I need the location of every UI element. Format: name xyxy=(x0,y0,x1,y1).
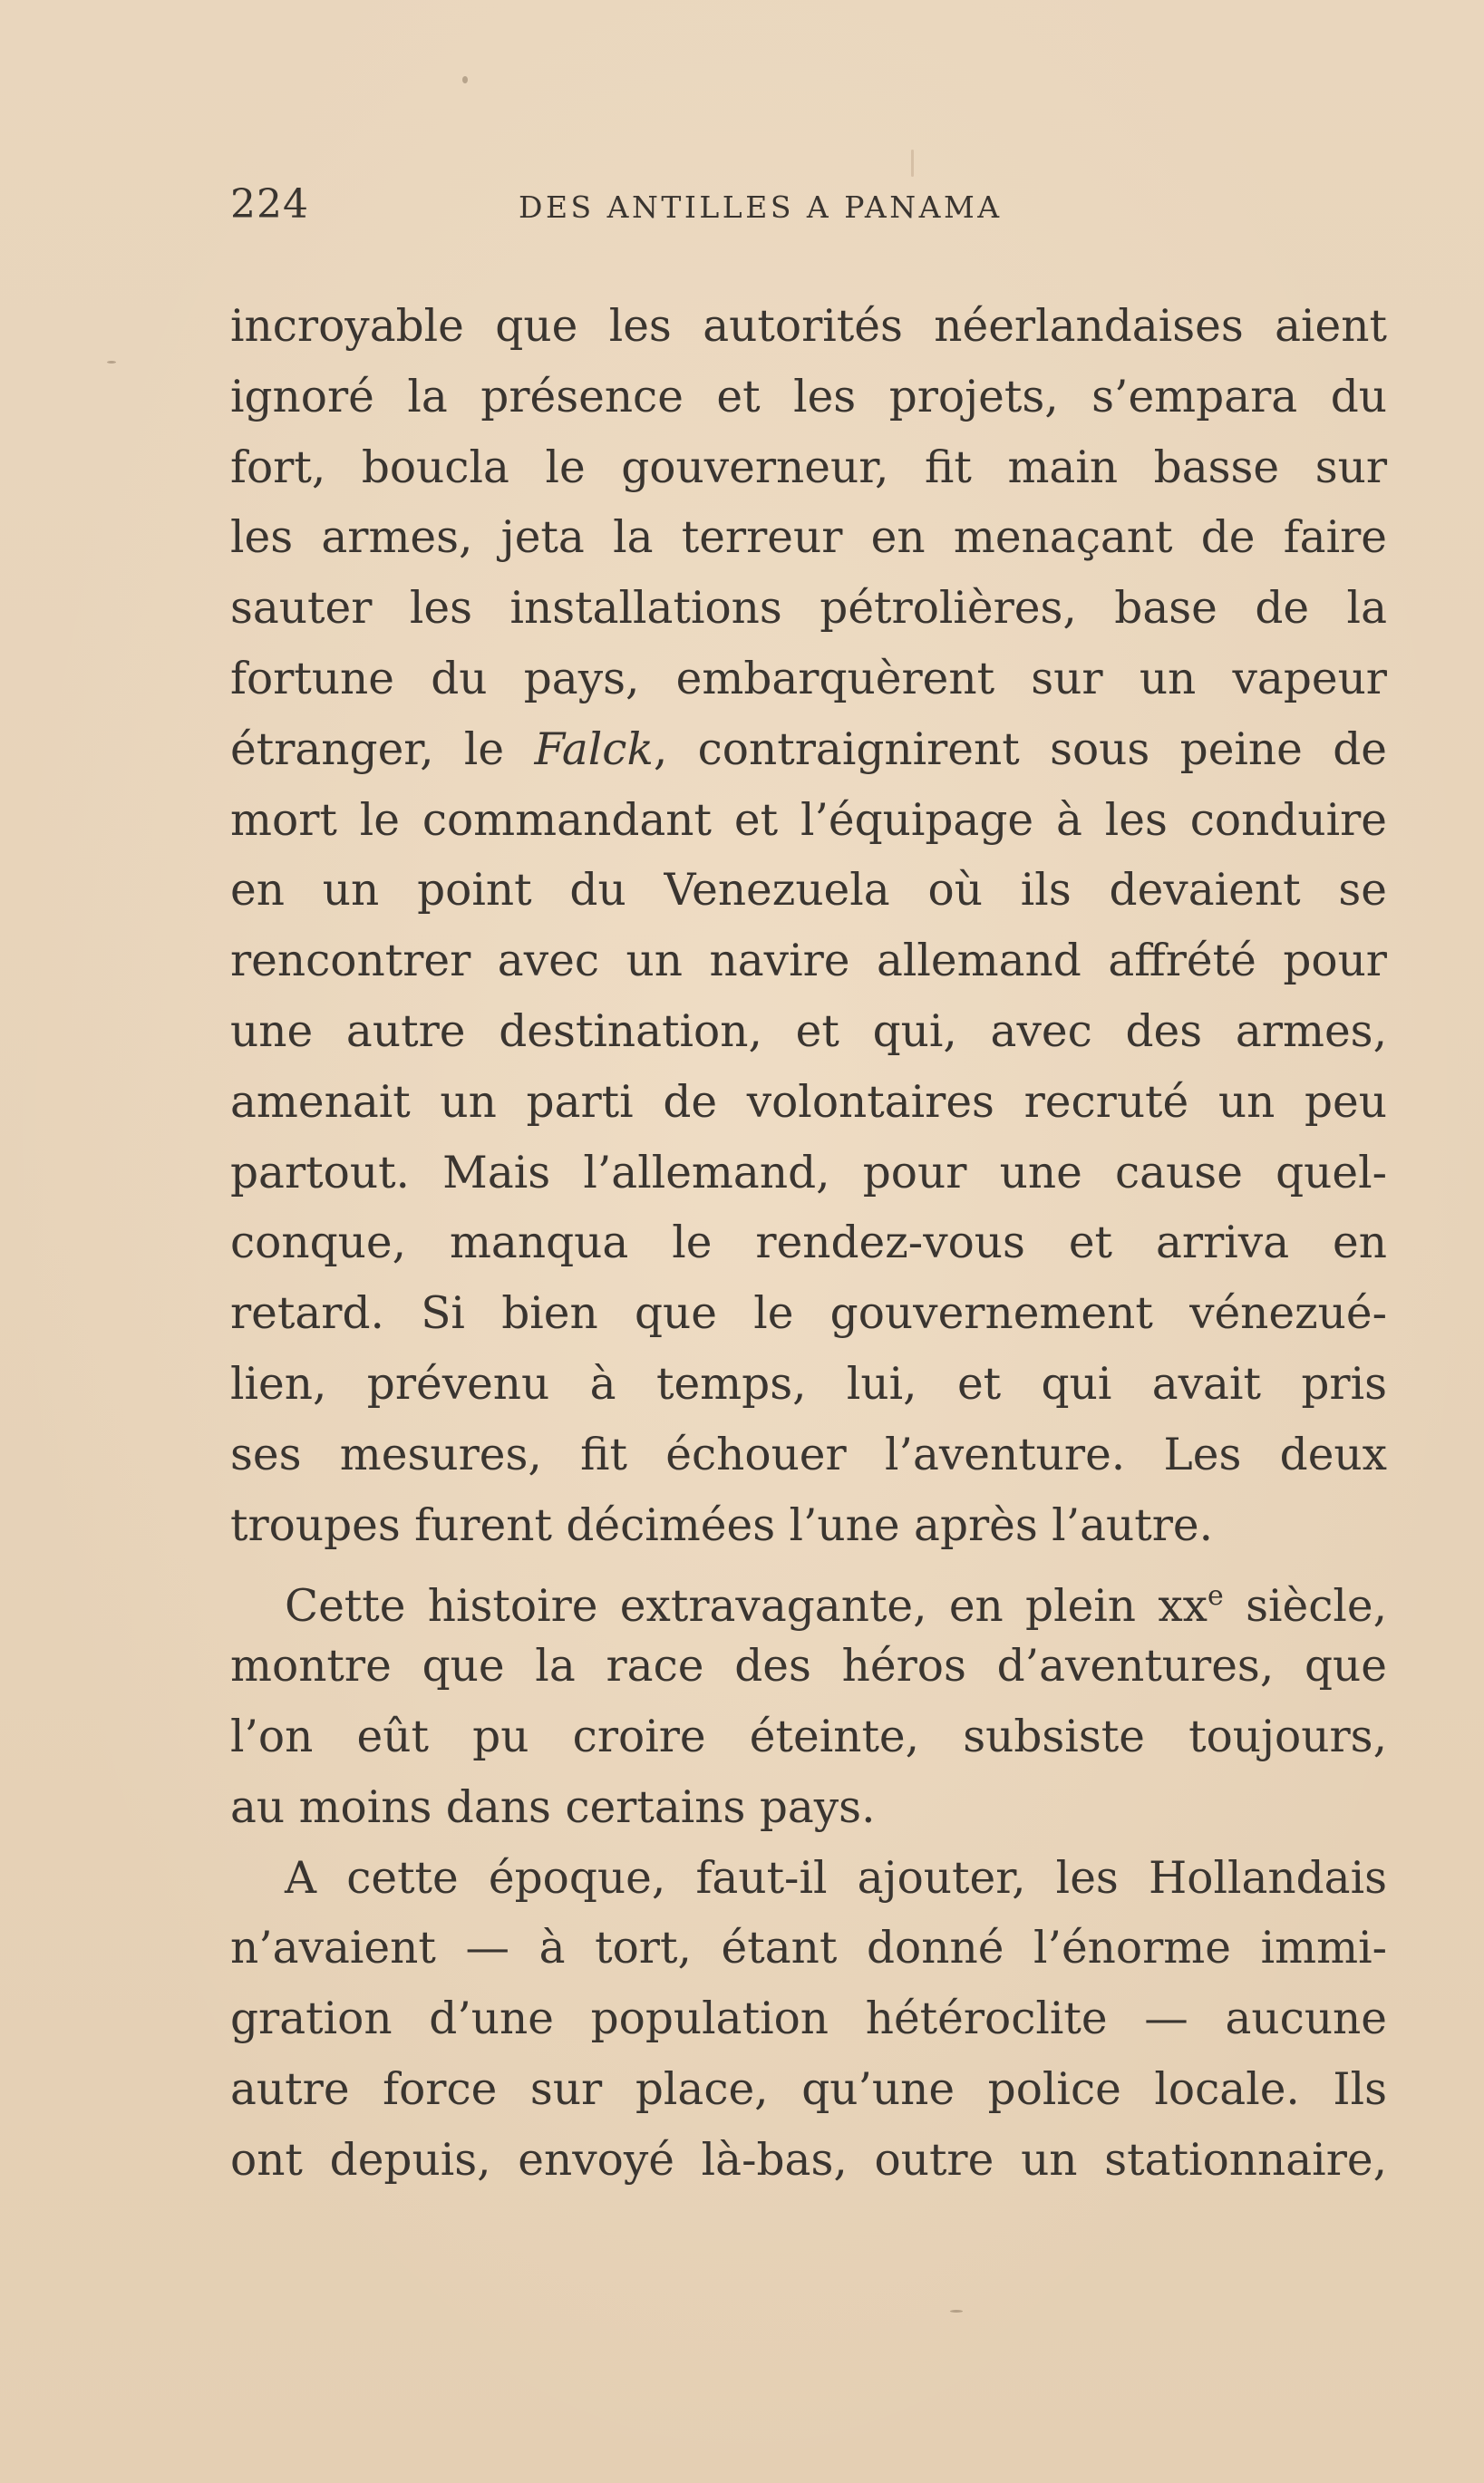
ship-name: Falck xyxy=(534,723,654,775)
paper-speck xyxy=(950,2310,963,2313)
text-line: gration d’une population hétéroclite — aucune xyxy=(230,1993,1387,2045)
text-line: l’on eût pu croire éteinte, subsiste toujours, xyxy=(230,1711,1387,1762)
text-line: une autre destination, et qui, avec des armes, xyxy=(230,1005,1387,1057)
page-header xyxy=(230,181,1387,236)
text-line: ont depuis, envoyé là-bas, outre un stationnaire, xyxy=(230,2134,1387,2186)
paper-speck xyxy=(911,150,914,177)
text-line: incroyable que les autorités néerlandaises aient xyxy=(230,301,1387,352)
text-line: au moins dans certains pays. xyxy=(230,1781,876,1833)
body-text xyxy=(230,292,1387,2197)
text-line: sauter les installations pétrolières, base de la xyxy=(230,583,1387,635)
text-line: amenait un parti de volontaires recruté un peu xyxy=(230,1076,1387,1128)
paper-speck xyxy=(107,361,116,364)
text-fragment: Cette histoire extravagante, en plein xyxy=(285,1581,1159,1633)
text-fragment: siècle, xyxy=(1223,1581,1387,1633)
text-line: autre force sur place, qu’une police locale. Ils xyxy=(230,2063,1387,2115)
text-line: les armes, jeta la terreur en menaçant de faire xyxy=(230,512,1387,564)
text-line-with-century xyxy=(230,1561,1387,1632)
century-numeral: xx xyxy=(1158,1581,1208,1633)
superscript: e xyxy=(1208,1580,1224,1613)
text-line: troupes furent décimées l’une après l’autre. xyxy=(230,1499,1214,1551)
text-line: mort le commandant et l’équipage à les conduire xyxy=(230,794,1387,846)
text-line: n’avaient — à tort, étant donné l’énorme immi- xyxy=(230,1923,1387,1974)
text-line: partout. Mais l’allemand, pour une cause quel- xyxy=(230,1147,1387,1198)
text-line: fortune du pays, embarquèrent sur un vapeur xyxy=(230,653,1387,704)
text-line: ses mesures, fit échouer l’aventure. Les deux xyxy=(230,1429,1387,1480)
text-line: retard. Si bien que le gouvernement vénezué- xyxy=(230,1288,1387,1340)
running-title: DES ANTILLES A PANAMA xyxy=(519,189,1003,225)
page-number: 224 xyxy=(230,181,309,228)
text-line: en un point du Venezuela où ils devaient se xyxy=(230,865,1387,917)
text-line: A cette époque, faut-il ajouter, les Hollandais xyxy=(285,1852,1387,1904)
text-line: rencontrer avec un navire allemand affrété pour xyxy=(230,936,1387,987)
text-line-with-ship-name xyxy=(230,715,1387,786)
text-line: lien, prévenu à temps, lui, et qui avait pris xyxy=(230,1358,1387,1410)
text-line: montre que la race des héros d’aventures, que xyxy=(230,1641,1387,1693)
text-line: conque, manqua le rendez-vous et arriva en xyxy=(230,1217,1387,1269)
text-fragment: étranger, le xyxy=(230,723,535,775)
text-line: fort, boucla le gouverneur, fit main basse sur xyxy=(230,441,1387,493)
paper-speck xyxy=(462,76,468,83)
text-line: ignoré la présence et les projets, s’empara du xyxy=(230,371,1387,422)
text-fragment: , contraignirent sous peine de xyxy=(653,723,1387,775)
